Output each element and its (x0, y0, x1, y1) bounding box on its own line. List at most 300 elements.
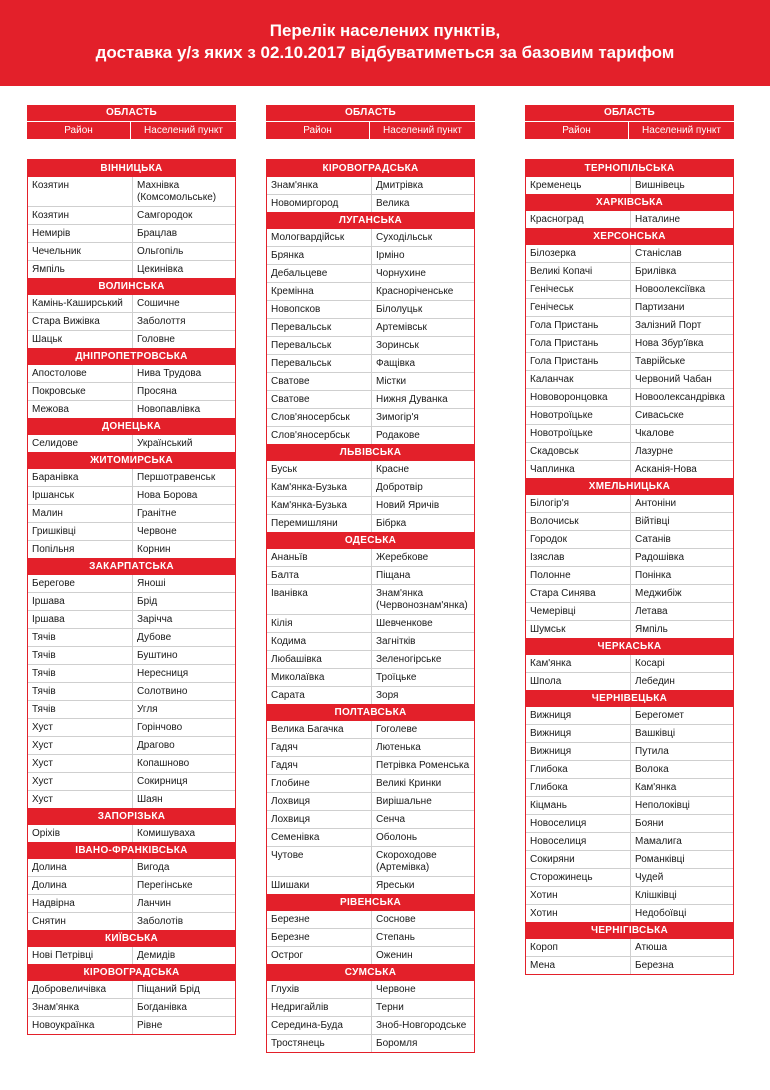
district-cell: Тячів (28, 629, 133, 646)
settlement-cell: Радошівка (635, 552, 685, 563)
district-cell: Іршанськ (28, 487, 133, 504)
district-cell: Перевальськ (267, 337, 372, 354)
settlement-cell: Добротвір (376, 482, 423, 493)
district-cell: Кіцмань (526, 797, 631, 814)
table-row (267, 177, 474, 194)
district-cell: Красноград (526, 211, 631, 228)
table-row (267, 981, 474, 998)
settlement-cell: Новоолександрівка (635, 392, 725, 403)
region-header: ЗАКАРПАТСЬКА (28, 558, 235, 575)
settlement-cell: Вирішальне (376, 796, 432, 807)
settlement-cell: Вишнівець (635, 180, 685, 191)
header-settlement: Населений пункт (144, 125, 223, 136)
table-row (28, 435, 235, 452)
district-cell: Нововоронцовка (526, 389, 631, 406)
table-row (28, 400, 235, 418)
table-row (28, 1016, 235, 1034)
table-row (267, 318, 474, 336)
table-row (526, 742, 733, 760)
settlement-cell: Просяна (137, 386, 177, 397)
settlement-cell: Зимогір'я (376, 412, 419, 423)
table-row (267, 478, 474, 496)
settlement-cell: Містки (376, 376, 407, 387)
table-row (28, 206, 235, 224)
district-cell: Глибока (526, 779, 631, 796)
settlement-cell: Залізний Порт (635, 320, 702, 331)
settlement-cell: Неполоківці (635, 800, 690, 811)
district-cell: Гадяч (267, 757, 372, 774)
table-row (526, 460, 733, 478)
settlement-cell: Зоринськ (376, 340, 419, 351)
settlement-cell: Головне (137, 334, 175, 345)
district-cell: Любашівка (267, 651, 372, 668)
header-settlement: Населений пункт (642, 125, 721, 136)
settlement-cell: Сивасьске (635, 410, 684, 421)
table-row (28, 610, 235, 628)
settlement-cell: Наталине (635, 214, 681, 225)
settlement-cell: Бояни (635, 818, 664, 829)
table-row (526, 530, 733, 548)
settlement-cell: Шевченкове (376, 618, 433, 629)
region-header: КІРОВОГРАДСЬКА (267, 160, 474, 177)
table-row (28, 330, 235, 348)
settlement-cell: Родакове (376, 430, 420, 441)
table-row (28, 486, 235, 504)
settlement-cell: Недобоївці (635, 908, 687, 919)
district-cell: Хуст (28, 755, 133, 772)
settlement-cell: Гранітне (137, 508, 177, 519)
settlement-cell: Знам'янка (Червонознам'янка) (376, 588, 468, 611)
settlement-cell: Новопавлівка (137, 404, 201, 415)
district-cell: Лохвиця (267, 793, 372, 810)
district-cell: Острог (267, 947, 372, 964)
settlement-cell: Боромля (376, 1038, 418, 1049)
district-cell: Білогір'я (526, 495, 631, 512)
table-column-1 (27, 105, 236, 1035)
district-cell: Новотроїцьке (526, 425, 631, 442)
settlement-cell: Красноріченське (376, 286, 454, 297)
district-cell: Балта (267, 567, 372, 584)
district-cell: Сарата (267, 687, 372, 704)
district-cell: Перемишляни (267, 515, 372, 532)
settlement-cell: Бібрка (376, 518, 407, 529)
district-cell: Гадяч (267, 739, 372, 756)
table-header (27, 105, 236, 139)
settlement-cell: Атюша (635, 942, 668, 953)
settlement-cell: Піщана (376, 570, 411, 581)
settlement-cell: Махнівка (Комсомольське) (137, 180, 217, 203)
district-cell: Межова (28, 401, 133, 418)
table-row (267, 721, 474, 738)
settlement-cell: Летава (635, 606, 668, 617)
district-cell: Долина (28, 859, 133, 876)
settlement-cell: Зоря (376, 690, 399, 701)
settlement-cell: Червоне (137, 526, 177, 537)
table-row (267, 738, 474, 756)
region-header: ВІННИЦЬКА (28, 160, 235, 177)
settlement-cell: Степань (376, 932, 415, 943)
district-cell: Нові Петрівці (28, 947, 133, 964)
district-cell: Чаплинка (526, 461, 631, 478)
district-cell: Березне (267, 911, 372, 928)
table-row (267, 686, 474, 704)
table-row (28, 825, 235, 842)
table-row (267, 408, 474, 426)
region-header: ХМЕЛЬНИЦЬКА (526, 478, 733, 495)
table-row (267, 828, 474, 846)
district-cell: Хотин (526, 887, 631, 904)
settlement-cell: Сокирниця (137, 776, 188, 787)
settlement-cell: Терни (376, 1002, 404, 1013)
table-row (526, 724, 733, 742)
settlement-cell: Великі Кринки (376, 778, 442, 789)
settlement-cell: Новоолексіївка (635, 284, 706, 295)
table-row (267, 876, 474, 894)
table-row (28, 754, 235, 772)
table-row (28, 664, 235, 682)
district-cell: Тячів (28, 683, 133, 700)
table-row (28, 260, 235, 278)
district-cell: Апостолове (28, 365, 133, 382)
district-cell: Немирів (28, 225, 133, 242)
district-cell: Селидове (28, 435, 133, 452)
district-cell: Кам'янка-Бузька (267, 479, 372, 496)
table-row (267, 928, 474, 946)
settlement-cell: Красне (376, 464, 410, 475)
title-line-1: Перелік населених пунктів, (269, 21, 501, 40)
district-cell: Шпола (526, 673, 631, 690)
settlement-cell: Нова Борова (137, 490, 198, 501)
district-cell: Кременець (526, 177, 631, 194)
region-header: ЧЕРНІВЕЦЬКА (526, 690, 733, 707)
settlement-cell: Цекинівка (137, 264, 184, 275)
table-row (526, 334, 733, 352)
table-row (267, 549, 474, 566)
table-row (526, 707, 733, 724)
district-cell: Гола Пристань (526, 335, 631, 352)
settlement-cell: Ланчин (137, 898, 171, 909)
settlement-cell: Дмитрівка (376, 180, 424, 191)
settlement-cell: Самгородок (137, 210, 193, 221)
table-row (28, 469, 235, 486)
settlement-cell: Гоголеве (376, 724, 418, 735)
settlement-cell: Драгово (137, 740, 175, 751)
region-header: ХАРКІВСЬКА (526, 194, 733, 211)
settlement-cell: Нова Збур'ївка (635, 338, 704, 349)
table-row (267, 650, 474, 668)
settlement-cell: Троїцьке (376, 672, 417, 683)
table-row (267, 632, 474, 650)
settlement-cell: Волока (635, 764, 669, 775)
region-header: ЧЕРНІГІВСЬКА (526, 922, 733, 939)
district-cell: Лохвиця (267, 811, 372, 828)
settlement-cell: Оженин (376, 950, 413, 961)
district-cell: Генічеськ (526, 299, 631, 316)
district-cell: Вижниця (526, 725, 631, 742)
table-row (526, 424, 733, 442)
district-cell: Новопсков (267, 301, 372, 318)
district-cell: Гола Пристань (526, 353, 631, 370)
table-row (526, 245, 733, 262)
table-row (28, 859, 235, 876)
settlement-cell: Чудей (635, 872, 664, 883)
settlement-cell: Меджибіж (635, 588, 682, 599)
table-row (28, 312, 235, 330)
table-row (526, 655, 733, 672)
table-body (27, 159, 236, 1035)
table-row (267, 998, 474, 1016)
settlement-cell: Лебедин (635, 676, 675, 687)
district-cell: Вижниця (526, 743, 631, 760)
settlement-cell: Фащівка (376, 358, 416, 369)
table-row (267, 264, 474, 282)
settlement-cell: Понінка (635, 570, 672, 581)
table-row (28, 177, 235, 206)
district-cell: Скадовськ (526, 443, 631, 460)
district-cell: Мологвардійськ (267, 229, 372, 246)
table-row (28, 998, 235, 1016)
region-header: ЛУГАНСЬКА (267, 212, 474, 229)
table-row (28, 382, 235, 400)
table-row (28, 504, 235, 522)
table-row (267, 756, 474, 774)
table-row (526, 620, 733, 638)
district-cell: Перевальськ (267, 355, 372, 372)
table-row (28, 981, 235, 998)
table-row (267, 566, 474, 584)
table-row (267, 461, 474, 478)
district-cell: Слов'яносербськ (267, 427, 372, 444)
settlement-cell: Горінчово (137, 722, 183, 733)
table-row (267, 946, 474, 964)
table-row (526, 442, 733, 460)
table-row (28, 790, 235, 808)
settlement-cell: Нива Трудова (137, 368, 202, 379)
district-cell: Хуст (28, 773, 133, 790)
district-cell: Кам'янка-Бузька (267, 497, 372, 514)
settlement-cell: Брилівка (635, 266, 677, 277)
table-header (266, 105, 475, 139)
district-cell: Надвірна (28, 895, 133, 912)
settlement-cell: Український (137, 438, 193, 449)
district-cell: Козятин (28, 177, 133, 206)
settlement-cell: Антоніни (635, 498, 677, 509)
settlement-cell: Вашківці (635, 728, 676, 739)
district-cell: Шацьк (28, 331, 133, 348)
settlement-cell: Лютенька (376, 742, 421, 753)
table-row (526, 939, 733, 956)
district-cell: Хуст (28, 737, 133, 754)
region-header: ТЕРНОПІЛЬСЬКА (526, 160, 733, 177)
settlement-cell: Оболонь (376, 832, 418, 843)
district-cell: Короп (526, 939, 631, 956)
settlement-cell: Станіслав (635, 248, 682, 259)
settlement-cell: Ямпіль (635, 624, 668, 635)
table-row (526, 548, 733, 566)
district-cell: Недригайлів (267, 999, 372, 1016)
settlement-cell: Комишуваха (137, 828, 196, 839)
district-cell: Козятин (28, 207, 133, 224)
table-row (526, 796, 733, 814)
settlement-cell: Піщаний Брід (137, 984, 200, 995)
region-header: ДНІПРОПЕТРОВСЬКА (28, 348, 235, 365)
title-banner (0, 0, 770, 86)
table-row (28, 628, 235, 646)
district-cell: Тячів (28, 701, 133, 718)
settlement-cell: Косарі (635, 658, 665, 669)
district-cell: Долина (28, 877, 133, 894)
table-row (267, 668, 474, 686)
table-row (267, 372, 474, 390)
settlement-cell: Асканія-Нова (635, 464, 697, 475)
table-row (267, 1034, 474, 1052)
district-cell: Шумськ (526, 621, 631, 638)
district-cell: Ананьїв (267, 549, 372, 566)
settlement-cell: Сатанів (635, 534, 671, 545)
table-column-3 (525, 105, 734, 975)
district-cell: Стара Синява (526, 585, 631, 602)
district-cell: Волочиськ (526, 513, 631, 530)
settlement-cell: Ірміно (376, 250, 405, 261)
header-oblast: ОБЛАСТЬ (344, 107, 397, 118)
table-row (28, 365, 235, 382)
district-cell: Іванівка (267, 585, 372, 614)
table-row (28, 894, 235, 912)
table-row (526, 495, 733, 512)
district-cell: Ізяслав (526, 549, 631, 566)
table-row (267, 584, 474, 614)
table-row (267, 514, 474, 532)
district-cell: Берегове (28, 575, 133, 592)
settlement-cell: Першотравенськ (137, 472, 216, 483)
district-cell: Попільня (28, 541, 133, 558)
table-row (28, 736, 235, 754)
district-cell: Глобине (267, 775, 372, 792)
settlement-cell: Скороходове (Артемівка) (376, 850, 437, 873)
table-row (28, 540, 235, 558)
district-cell: Новоселиця (526, 833, 631, 850)
settlement-cell: Артемівськ (376, 322, 427, 333)
table-column-2 (266, 105, 475, 1053)
settlement-cell: Вигода (137, 862, 170, 873)
settlement-cell: Брацлав (137, 228, 178, 239)
table-row (28, 912, 235, 930)
district-cell: Покровське (28, 383, 133, 400)
table-row (267, 282, 474, 300)
district-cell: Сокиряни (526, 851, 631, 868)
table-row (526, 177, 733, 194)
district-cell: Оріхів (28, 825, 133, 842)
district-cell: Чемерівці (526, 603, 631, 620)
district-cell: Чутове (267, 847, 372, 876)
table-header (525, 105, 734, 139)
district-cell: Полонне (526, 567, 631, 584)
table-row (267, 846, 474, 876)
table-row (526, 262, 733, 280)
settlement-cell: Новий Яричів (376, 500, 440, 511)
table-row (526, 370, 733, 388)
settlement-cell: Березна (635, 960, 674, 971)
table-row (526, 602, 733, 620)
table-row (526, 956, 733, 974)
district-cell: Кодима (267, 633, 372, 650)
district-cell: Сторожинець (526, 869, 631, 886)
settlement-cell: Велика (376, 198, 410, 209)
table-row (526, 280, 733, 298)
district-cell: Березне (267, 929, 372, 946)
table-row (28, 772, 235, 790)
settlement-cell: Яноші (137, 578, 166, 589)
district-cell: Новоселиця (526, 815, 631, 832)
region-header: ЗАПОРІЗЬКА (28, 808, 235, 825)
settlement-cell: Корнин (137, 544, 171, 555)
district-cell: Слов'яносербськ (267, 409, 372, 426)
district-cell: Брянка (267, 247, 372, 264)
settlement-cell: Угля (137, 704, 158, 715)
table-row (526, 388, 733, 406)
settlement-cell: Зеленогірське (376, 654, 442, 665)
settlement-cell: Жеребкове (376, 552, 429, 563)
district-cell: Сватове (267, 373, 372, 390)
district-cell: Шишаки (267, 877, 372, 894)
table-row (28, 295, 235, 312)
table-row (28, 876, 235, 894)
table-row (267, 336, 474, 354)
settlement-cell: Копашново (137, 758, 190, 769)
district-cell: Глибока (526, 761, 631, 778)
region-header: ХЕРСОНСЬКА (526, 228, 733, 245)
settlement-cell: Демидів (137, 950, 176, 961)
settlement-cell: Петрівка Роменська (376, 760, 470, 771)
settlement-cell: Путила (635, 746, 669, 757)
region-header: ДОНЕЦЬКА (28, 418, 235, 435)
district-cell: Генічеськ (526, 281, 631, 298)
district-cell: Баранівка (28, 469, 133, 486)
district-cell: Камінь-Каширський (28, 295, 133, 312)
district-cell: Гришківці (28, 523, 133, 540)
region-header: ЛЬВІВСЬКА (267, 444, 474, 461)
district-cell: Снятин (28, 913, 133, 930)
region-header: ПОЛТАВСЬКА (267, 704, 474, 721)
table-row (267, 300, 474, 318)
district-cell: Мена (526, 957, 631, 974)
table-row (526, 904, 733, 922)
settlement-cell: Червоне (376, 984, 416, 995)
table-row (526, 850, 733, 868)
district-cell: Городок (526, 531, 631, 548)
table-row (267, 390, 474, 408)
header-district: Район (525, 122, 629, 139)
table-row (526, 814, 733, 832)
table-row (267, 1016, 474, 1034)
settlement-cell: Кам'янка (635, 782, 677, 793)
district-cell: Хуст (28, 791, 133, 808)
table-row (28, 522, 235, 540)
settlement-cell: Сенча (376, 814, 406, 825)
table-row (267, 792, 474, 810)
table-row (28, 242, 235, 260)
table-row (526, 512, 733, 530)
settlement-cell: Ольгопіль (137, 246, 184, 257)
table-row (28, 682, 235, 700)
district-cell: Кремінна (267, 283, 372, 300)
page-title (0, 20, 770, 64)
district-cell: Тячів (28, 665, 133, 682)
settlement-cell: Чорнухине (376, 268, 426, 279)
settlement-cell: Богданівка (137, 1002, 187, 1013)
district-cell: Новомиргород (267, 195, 372, 212)
settlement-cell: Клішківці (635, 890, 677, 901)
